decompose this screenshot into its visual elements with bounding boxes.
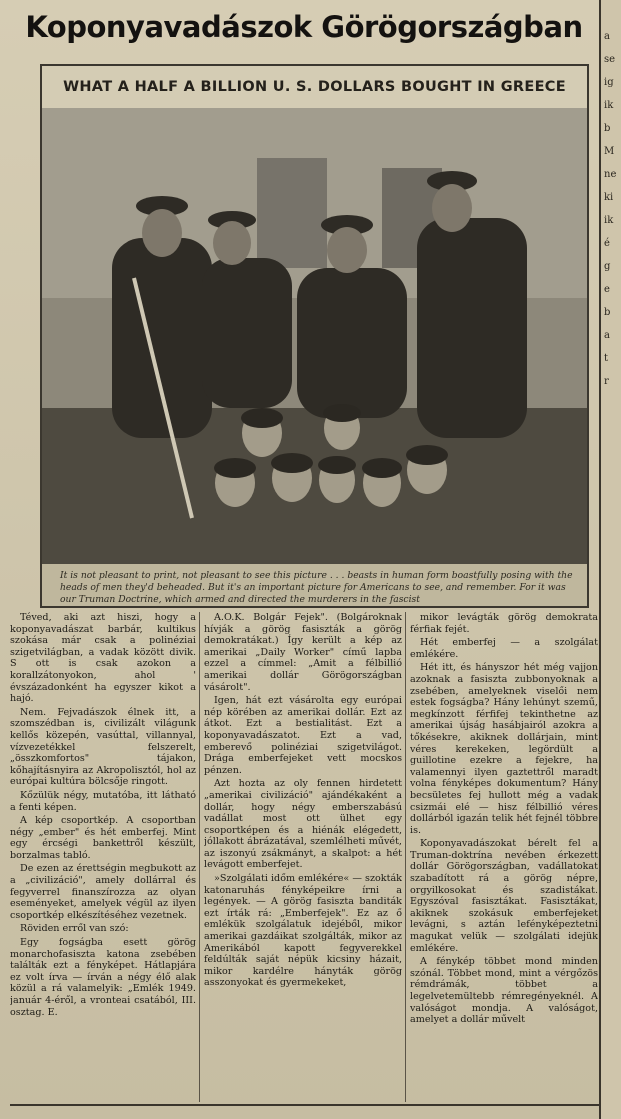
article-paragraph: Hét itt, és hányszor hét még vajjon azoknak a fasiszta zubbonyoknak a zsebében, amelyeknek viselői nem estek fogságba? Hány lehúnyt szemű, megkínzott férfifej tekinthetne az amerikai újság hasábjairól azokra a tőkésekre, akiknek dollárjain, mint véres kerekeken, legördült a guillotine ezekre a fejekre, ha valamennyi ilyen gaztettről maradt volna fényképes dokumentum? Hány becsületes fej hullott még a vadak csizmái elé — hisz félbillió véres dollárból igazán telik hét fejnél többre is. — [410, 662, 598, 836]
article-column-1 — [10, 612, 196, 1108]
article-paragraph: A.O.K. Bolgár Fejek". (Bolgároknak hívják a görög fasiszták a görög demokratákat.) Így került a kép az amerikai „Daily Worker" című lapba ezzel a címmel: „Amit a félbillió amerikai dollár Görögországban vásárolt". — [204, 612, 402, 693]
side-fragment: b — [604, 307, 611, 318]
article-paragraph: Koponyavadászokat bérelt fel a Truman-doktrína nevében érkezett dollár Görögországban, vadállatokat szabadított rá a görög népre, orgyilkosokat és szadistákat. Egyszóval fasisztákat. Fasisztákat, akiknek szokásuk emberfejeket levágni, s aztán lefényképeztetni magukat velük — szolgálati idejük emlékére. — [410, 838, 598, 954]
side-fragment: ik — [604, 215, 614, 226]
side-fragment: ik — [604, 100, 614, 111]
side-fragment: t — [604, 353, 609, 364]
side-fragment: ig — [604, 77, 614, 88]
article-paragraph: A kép csoportkép. A csoportban négy „ember" és hét emberfej. Mint egy ércségi bankettről készült, borzalmas tabló. — [10, 815, 196, 861]
side-fragment: ne — [604, 169, 617, 180]
side-fragment: M — [604, 146, 615, 157]
photo-caption: It is not pleasant to print, not pleasant to see this picture . . . beasts in human form boastfully posing with the heads of men they'd beheaded. But it's an important picture for Americans to see, and remember. For it was our Truman Doctrine, which armed and directed the murderers in the fascist — [42, 564, 587, 606]
column-divider — [199, 612, 200, 1102]
article-paragraph: mikor levágták görög demokrata férfiak fejét. — [410, 612, 598, 635]
side-fragment: se — [604, 54, 616, 65]
article-paragraph: Kőzülük négy, mutatóba, itt látható a fenti képen. — [10, 789, 196, 813]
article-paragraph: De ezen az érettségin megbukott az a „civilizáció", amely dollárral és fegyverrel finanszírozza az olyan eseményeket, amelyek végül az ilyen csoportkép elkészítéséhez vezetnek. — [10, 863, 196, 921]
side-fragment: a — [604, 31, 610, 42]
news-photo — [40, 64, 589, 608]
article-paragraph: Igen, hát ezt vásárolta egy európai nép körében az amerikai dollár. Ezt az átkot. Ezt a bestialitást. Ezt a koponyavadászatot. Ezt a vad, emberevő polinéziai szigetvilágot. Drága emberfejeket vett mocskos pénzen. — [204, 695, 402, 776]
side-fragment: é — [604, 238, 610, 249]
article-paragraph: Azt hozta az oly fennen hirdetett „amerikai civilizáció" ajándékaként a dollár, hogy négy emberszabású vadállat most ott ülhet egy csoportképen és a hiénák elégedett, jóllakott ábrázatával, szemlélheti művét, az iszonyú zsákmányt, a skalpot: a hét levágott emberfejet. — [204, 778, 402, 871]
side-fragment: e — [604, 284, 610, 295]
photo-scene-image — [42, 108, 587, 564]
side-fragment: a — [604, 330, 610, 341]
side-fragment: g — [604, 261, 611, 272]
column-divider — [405, 612, 406, 1102]
article-column-2 — [204, 612, 402, 1108]
side-fragment: ki — [604, 192, 614, 203]
article-paragraph: A fénykép többet mond minden szónál. Többet mond, mint a vérgőzös rémdrámák, többet a legelvetemültebb rémregényeknél. A valóságot mondja. A valóságot, amelyet a dollár művelt — [410, 956, 598, 1026]
photo-title: WHAT A HALF A BILLION U. S. DOLLARS BOUGHT IN GREECE — [42, 66, 587, 109]
adjacent-column-fragment — [599, 0, 621, 1119]
side-fragment: r — [604, 376, 609, 387]
article-paragraph: Röviden erről van szó: — [20, 923, 129, 935]
article-paragraph: »Szolgálati időm emlékére« — szokták katonaruhás fényképeikre írni a legények. — A görög fasiszta banditák ezt írták rá: „Emberfejek". Ez az ő emlékük szolgálatuk idejéből, mikor amerikai gazdáikat szolgálták, mikor az Amerikából kapott fegyverekkel feldúlták saját népük kicsiny házait, mikor kardélre hányták görög asszonyokat és gyermekeket, — [204, 873, 402, 989]
side-fragment: b — [604, 123, 611, 134]
article-headline: Koponyavadászok Görögországban — [25, 10, 583, 44]
article-paragraph: Hét emberfej — a szolgálat emlékére. — [410, 637, 598, 660]
article-paragraph: Egy fogságba esett görög monarchofasiszta katona zsebében találták ezt a fényképet. Hátlapjára ez volt írva — írván a négy élő alak közül a rá valamelyik: „Emlék 1949. január 4-éről, a vronteai csatából, III. osztag. E. — [10, 937, 196, 1018]
article-paragraph: Téved, aki azt hiszi, hogy a koponyavadászat barbár, kultikus szokása már csak a polinéziai szigetvilágban, a vadak között divik. S ott is csak azokon a korallzátonyokon, ahol ' évszázadonként ha egyszer kikot a hajó. — [10, 612, 196, 705]
article-paragraph: Nem. Fejvadászok élnek itt, a szomszédban is, civilizált világunk kellős közepén, vasúttal, villannyal, vízvezetékkel felszerelt, „összkomfortos" tájakon, kőhajításnyira az Akropolisztól, hol az európai kultúra bölcsője ringott. — [10, 706, 196, 788]
bottom-rule — [10, 1104, 600, 1106]
article-column-3 — [410, 612, 598, 1108]
